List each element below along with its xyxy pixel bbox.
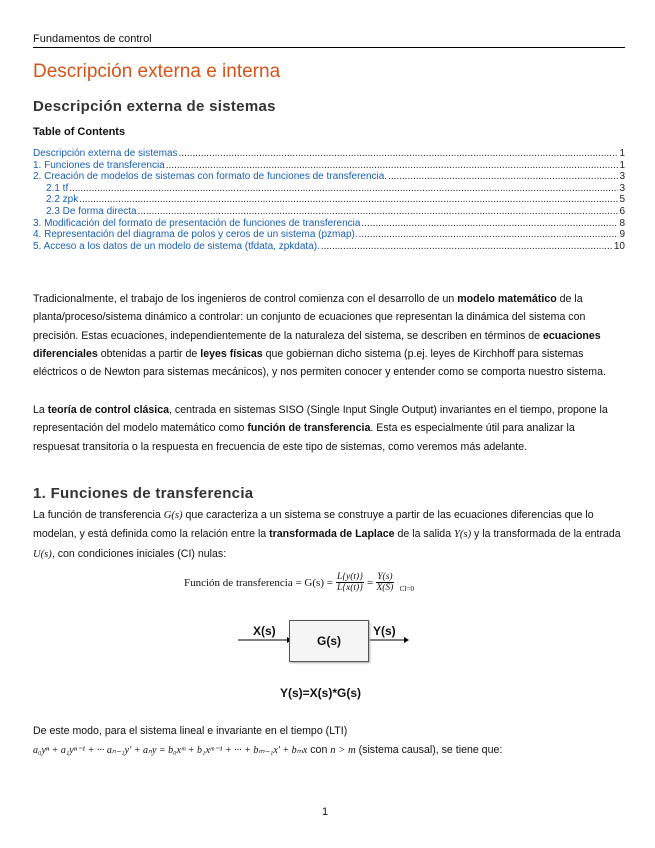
fraction: $\frac{L\{y(t)\}}{L\{x(t)\}}$ — [336, 572, 364, 593]
transfer-paragraph: La función de transferencia G(s) que caracteriza a un sistema se construye a partir de las ecuaciones diferencias que lo modelan, y está definida como la relación entre la transformada de Laplace de la salida Y(s) y la transformada de la entrada U(s), con condiciones iniciales (CI) nulas: — [33, 509, 621, 560]
toc-link[interactable]: 2.2 zpk ..... 5 — [33, 194, 625, 206]
toc-link[interactable]: 3. Modificación del formato de presentación de funciones de transferencia ..... 8 — [33, 218, 625, 230]
transfer-block: G(s) — [289, 620, 369, 662]
lti-equation: a₀yⁿ + a₁yⁿ⁻¹ + ··· aₙ₋₁y' + aₙy = b₀xᵐ + b₁xᵐ⁻¹ + ··· + bₘ₋₁x' + bₘx con n > m (sistema causal), se tiene que: — [33, 744, 503, 756]
input-label: X(s) — [253, 624, 276, 638]
lti-intro: De este modo, para el sistema lineal e invariante en el tiempo (LTI) — [33, 725, 348, 737]
toc-link[interactable]: Descripción externa de sistemas ..... 1 — [33, 148, 625, 160]
running-header: Fundamentos de control — [33, 33, 625, 48]
section-heading: Descripción externa de sistemas — [33, 98, 276, 115]
output-label: Y(s) — [373, 624, 396, 638]
toc-title: Table of Contents — [33, 126, 126, 138]
page-title: Descripción externa e interna — [33, 61, 281, 82]
toc-link[interactable]: 5. Acceso a los datos de un modelo de sistema (tfdata, zpkdata). ..... 10 — [33, 241, 625, 253]
toc-link[interactable]: 4. Representación del diagrama de polos y ceros de un sistema (pzmap). ..... 9 — [33, 229, 625, 241]
product-equation: Y(s)=X(s)*G(s) — [280, 686, 362, 700]
toc-link[interactable]: 2.3 De forma directa ..... 6 — [33, 206, 625, 218]
transfer-function-formula: Función de transferencia = G(s) = $\frac{L\{y(t)\}}{L\{x(t)\}}$ = $\frac{Y(s)}{X(S)}$ CI=0 — [184, 572, 415, 593]
toc-link[interactable]: 2. Creación de modelos de sistemas con formato de funciones de transferencia. ..... 3 — [33, 171, 625, 183]
toc-link[interactable]: 1. Funciones de transferencia ..... 1 — [33, 160, 625, 172]
page-number: 1 — [322, 806, 329, 818]
fraction: $\frac{Y(s)}{X(S)}$ — [376, 572, 394, 593]
classical-control-paragraph: La teoría de control clásica, centrada en sistemas SISO (Single Input Single Output) invariantes en el tiempo, propone la representación del modelo matemático como función de transferencia. Esta es especialmente útil para analizar la respuesat transitoria o la respuesta en frecuencia de este tipo de sistemas, como veremos más adelante. — [33, 404, 608, 453]
toc-link[interactable]: 2.1 tf ..... 3 — [33, 183, 625, 195]
section-heading-transfer: 1. Funciones de transferencia — [33, 485, 254, 502]
intro-paragraph: Tradicionalmente, el trabajo de los ingenieros de control comienza con el desarrollo de un modelo matemático de la planta/proceso/sistema dinámico a controlar: un conjunto de ecuaciones que representan la dinámica del sistema con precisión. Estas ecuaciones, independientemente de la naturaleza del sistema, se describen en términos de ecuaciones diferenciales obtenidas a partir de leyes físicas que gobiernan dicho sistema (p.ej. leyes de Kirchhoff para sistemas eléctricos o de Newton para sistemas mecánicos), y nos permiten conocer y entender como se comporta nuestro sistema. — [33, 293, 606, 379]
table-of-contents — [33, 148, 625, 252]
